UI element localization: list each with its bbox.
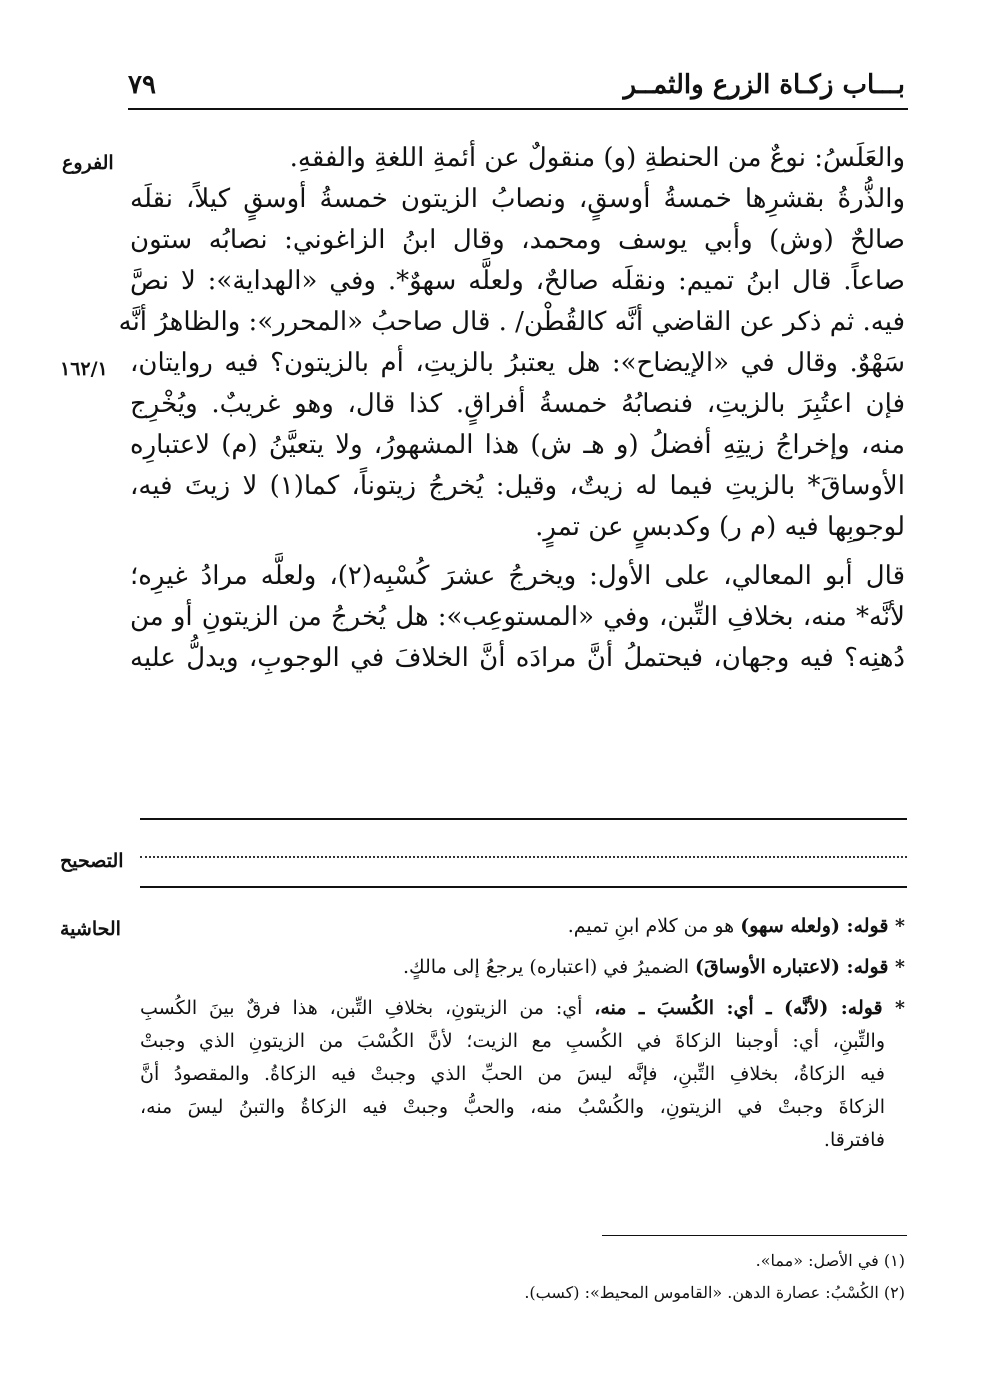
page-number: ٧٩ xyxy=(128,70,156,100)
hashiya-label: الحاشية xyxy=(60,918,121,940)
footnote: (٢) الكُسْبُ: عصارة الدهن. «القاموس المحيط»: (كسب). xyxy=(524,1283,905,1302)
footnote-rule xyxy=(602,1235,907,1236)
text-line: قال أبو المعالي، على الأول: ويخرجُ عشرَ كُسْبِه(٢)، ولعلَّه مرادُ غيرِه؛ xyxy=(130,561,905,591)
text-line: سَهْوٌ. وقال في «الإيضاح»: هل يعتبرُ بالزيتِ، أم بالزيتون؟ فيه روايتان، xyxy=(130,348,905,378)
hashiya-text: الضميرُ في (اعتباره) يرجعُ إلى مالكٍ. xyxy=(402,956,689,978)
text-line: فإن اعتُبِرَ بالزيتِ، فنصابُهُ خمسةُ أفراقٍ. كذا قال، وهو غريبٌ. ويُخْرِج xyxy=(130,389,905,419)
text-line: دُهنِه؟ فيه وجهان، فيحتملُ أنَّ مرادَه أنَّ الخلافَ في الوجوبِ، ويدلُّ عليه xyxy=(130,643,905,673)
tashih-label: التصحيح xyxy=(60,850,124,872)
text-line: الأوساقَ* بالزيتِ فيما له زيتٌ، وقيل: يُخرجُ زيتوناً، كما(١) لا زيتَ فيه، xyxy=(130,471,905,501)
hashiya-line: الزكاةَ وجبتْ في الزيتونِ، والكُسْبُ منه، والحبُّ وجبتْ فيه الزكاةُ والتبنُ ليسَ منه، xyxy=(140,1096,885,1118)
hashiya-section xyxy=(140,910,905,1157)
tashih-top-rule xyxy=(140,818,907,820)
text-line: فيه. ثم ذكر عن القاضي أنَّه كالقُطْن/ . قال صاحبُ «المحرر»: والظاهرُ أنَّه xyxy=(118,307,905,337)
volume-page-ref: ١٦٢/١ xyxy=(60,358,108,380)
hashiya-text: أي: من الزيتونِ، بخلافِ التِّبن، هذا فرقٌ بينَ الكُسبِ xyxy=(140,997,583,1019)
hashiya-item xyxy=(140,910,905,943)
text-line: لوجوبِها فيه (م ر) وكدبسٍ عن تمرٍ. xyxy=(535,512,905,542)
furu-label: الفروع xyxy=(62,152,114,174)
footnote: (١) في الأصل: «مما». xyxy=(755,1251,905,1270)
header-rule xyxy=(128,108,908,110)
text-line: صالحٌ (وش) وأبي يوسف ومحمد، وقال ابنُ الزاغوني: نصابُه ستون xyxy=(130,225,905,255)
hashiya-line: والتِّبنِ، أي: أوجبنا الزكاةَ في الكُسبِ مع الزيت؛ لأنَّ الكُسْبَ من الزيتونِ الذي وجبتْ xyxy=(140,1030,885,1052)
text-line: والذُّرةُ بقشرِها خمسةُ أوسقٍ، ونصابُ الزيتون خمسةُ أوسقٍ كيلاً، نقلَه xyxy=(130,184,905,214)
text-line: صاعاً. قال ابنُ تميم: ونقلَه صالحٌ، ولعلَّه سهوٌ*. وفي «الهداية»: لا نصَّ xyxy=(130,266,905,296)
hashiya-line: فيه الزكاةُ، بخلافِ التِّبنِ، فإنَّه ليسَ من الحبِّ الذي وجبتْ فيه الزكاةُ. والمقصودُ أنَّ xyxy=(140,1063,885,1085)
text-line: منه، وإخراجُ زيتِهِ أفضلُ (و هـ ش) هذا المشهورُ، ولا يتعيَّنُ (م) لاعتبارِه xyxy=(130,430,905,460)
hashiya-prefix: * قوله: (ولعله سهو) xyxy=(740,915,905,937)
tashih-bottom-rule xyxy=(140,886,907,888)
text-line: والعَلَسُ: نوعٌ من الحنطةِ (و) منقولٌ عن أئمةِ اللغةِ والفقهِ. xyxy=(289,143,905,173)
hashiya-prefix: * قوله: (لاعتباره الأوساقَ) xyxy=(695,956,905,978)
chapter-title: بـــاب زكـاة الزرع والثمــر xyxy=(623,70,905,100)
hashiya-item xyxy=(140,992,905,1157)
footnotes xyxy=(300,1245,905,1309)
hashiya-line xyxy=(140,992,905,1025)
hashiya-line: فافترقا. xyxy=(823,1129,885,1151)
main-text xyxy=(118,138,905,679)
hashiya-item xyxy=(140,951,905,984)
hashiya-prefix: * قوله: (لأنَّه) ـ أي: الكُسبَ ـ منه، xyxy=(594,997,905,1019)
tashih-dotted-line xyxy=(140,856,907,858)
hashiya-text: هو من كلام ابنِ تميم. xyxy=(567,915,735,937)
text-line: لأنَّه* منه، بخلافِ التِّبن، وفي «المستوعِب»: هل يُخرجُ من الزيتونِ أو من xyxy=(130,602,905,632)
